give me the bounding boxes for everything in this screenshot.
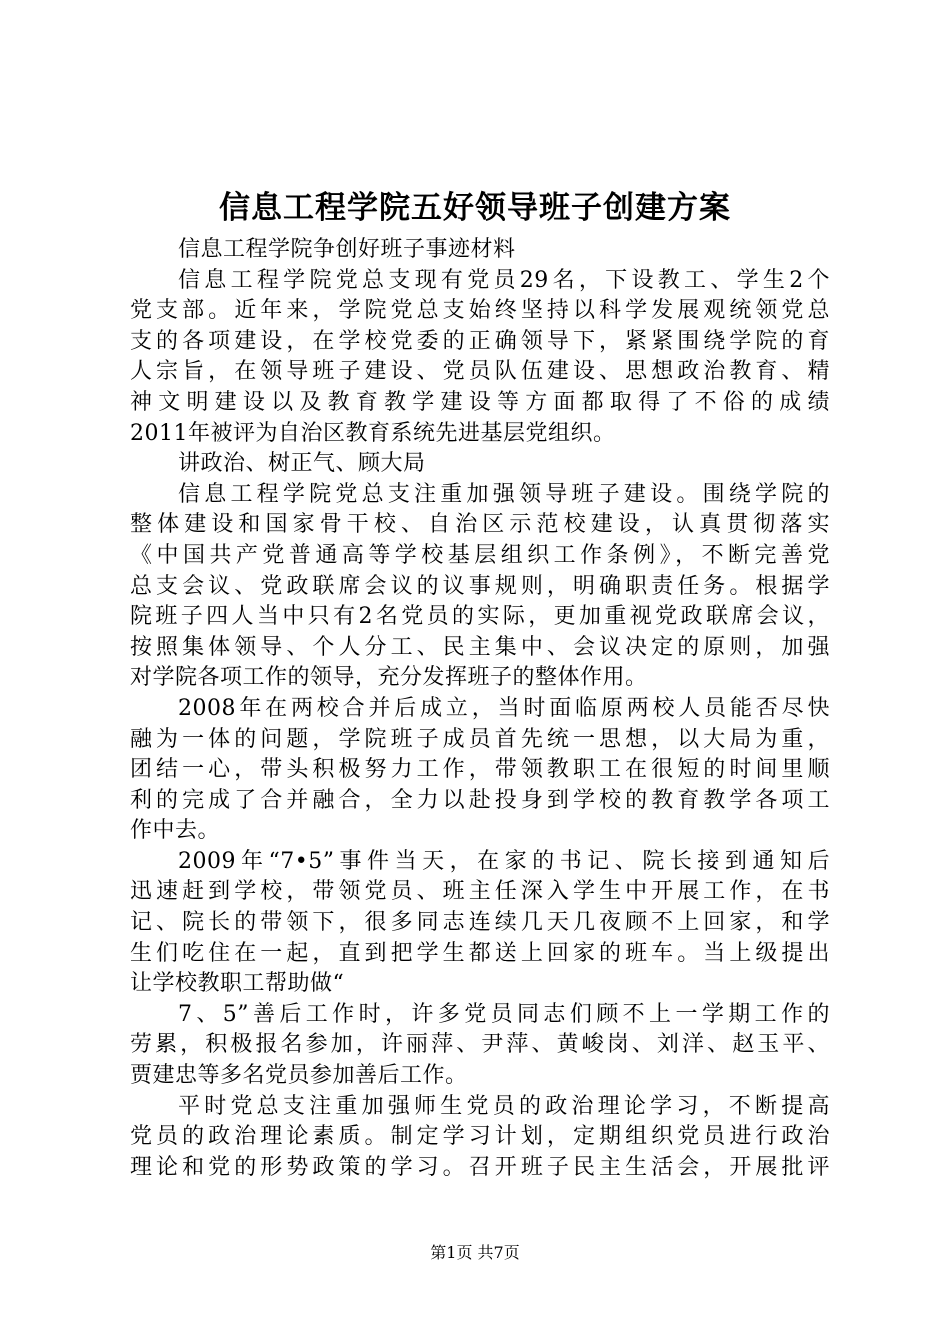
paragraph-line: 迅速赶到学校，带领党员、班主任深入学生中开展工作，在书 bbox=[130, 879, 830, 905]
paragraph-line: 总支会议、党政联席会议的议事规则，明确职责任务。根据学 bbox=[130, 573, 830, 599]
paragraph-line: 人宗旨，在领导班子建设、党员队伍建设、思想政治教育、精 bbox=[130, 359, 830, 385]
paragraph-line: 贾建忠等多名党员参加善后工作。 bbox=[130, 1063, 468, 1089]
paragraph-line: 神文明建设以及教育教学建设等方面都取得了不俗的成绩 bbox=[130, 389, 830, 415]
paragraph-line: 理论和党的形势政策的学习。召开班子民主生活会，开展批评 bbox=[130, 1154, 830, 1180]
paragraph-line: 利的完成了合并融合，全力以赴投身到学校的教育教学各项工 bbox=[130, 787, 830, 813]
paragraph-line: 2011年被评为自治区教育系统先进基层党组织。 bbox=[130, 420, 616, 446]
document-body bbox=[130, 235, 830, 1183]
paragraph-line: 团结一心，带头积极努力工作，带领教职工在很短的时间里顺 bbox=[130, 757, 830, 783]
paragraph-line: 生们吃住在一起，直到把学生都送上回家的班车。当上级提出 bbox=[130, 940, 830, 966]
paragraph-line: 2009年“7•5”事件当天，在家的书记、院长接到通知后 bbox=[178, 848, 830, 874]
paragraph-line: 党员的政治理论素质。制定学习计划，定期组织党员进行政治 bbox=[130, 1124, 830, 1150]
paragraph-line: 劳累，积极报名参加，许丽萍、尹萍、黄峻岗、刘洋、赵玉平、 bbox=[130, 1032, 830, 1058]
paragraph-line: 融为一体的问题，学院班子成员首先统一思想，以大局为重， bbox=[130, 726, 830, 752]
paragraph-line: 支的各项建设，在学校党委的正确领导下，紧紧围绕学院的育 bbox=[130, 328, 830, 354]
paragraph-line: 整体建设和国家骨干校、自治区示范校建设，认真贯彻落实 bbox=[130, 512, 830, 538]
paragraph-line: 党支部。近年来，学院党总支始终坚持以科学发展观统领党总 bbox=[130, 298, 830, 324]
section-heading-line: 讲政治、树正气、顾大局 bbox=[178, 451, 426, 477]
paragraph-line: 《中国共产党普通高等学校基层组织工作条例》，不断完善党 bbox=[130, 542, 830, 568]
paragraph-line: 作中去。 bbox=[130, 818, 221, 844]
page-number-footer: 第1页 共7页 bbox=[430, 1243, 520, 1262]
subtitle-line: 信息工程学院争创好班子事迹材料 bbox=[178, 237, 516, 262]
paragraph-line: 7、5”善后工作时，许多党员同志们顾不上一学期工作的 bbox=[178, 1001, 830, 1027]
document-title: 信息工程学院五好领导班子创建方案 bbox=[219, 190, 731, 226]
paragraph-line: 2008年在两校合并后成立，当时面临原两校人员能否尽快 bbox=[178, 695, 830, 721]
paragraph-line: 按照集体领导、个人分工、民主集中、会议决定的原则，加强 bbox=[130, 634, 830, 660]
paragraph-line: 对学院各项工作的领导，充分发挥班子的整体作用。 bbox=[130, 665, 648, 691]
paragraph-line: 信息工程学院党总支注重加强领导班子建设。围绕学院的 bbox=[178, 481, 830, 507]
paragraph-line: 信息工程学院党总支现有党员29名，下设教工、学生2个 bbox=[178, 267, 830, 293]
paragraph-line: 让学校教职工帮助做“ bbox=[130, 971, 345, 997]
paragraph-line: 记、院长的带领下，很多同志连续几天几夜顾不上回家，和学 bbox=[130, 910, 830, 936]
paragraph-line: 院班子四人当中只有2名党员的实际，更加重视党政联席会议， bbox=[130, 604, 830, 630]
paragraph-line: 平时党总支注重加强师生党员的政治理论学习，不断提高 bbox=[178, 1093, 830, 1119]
